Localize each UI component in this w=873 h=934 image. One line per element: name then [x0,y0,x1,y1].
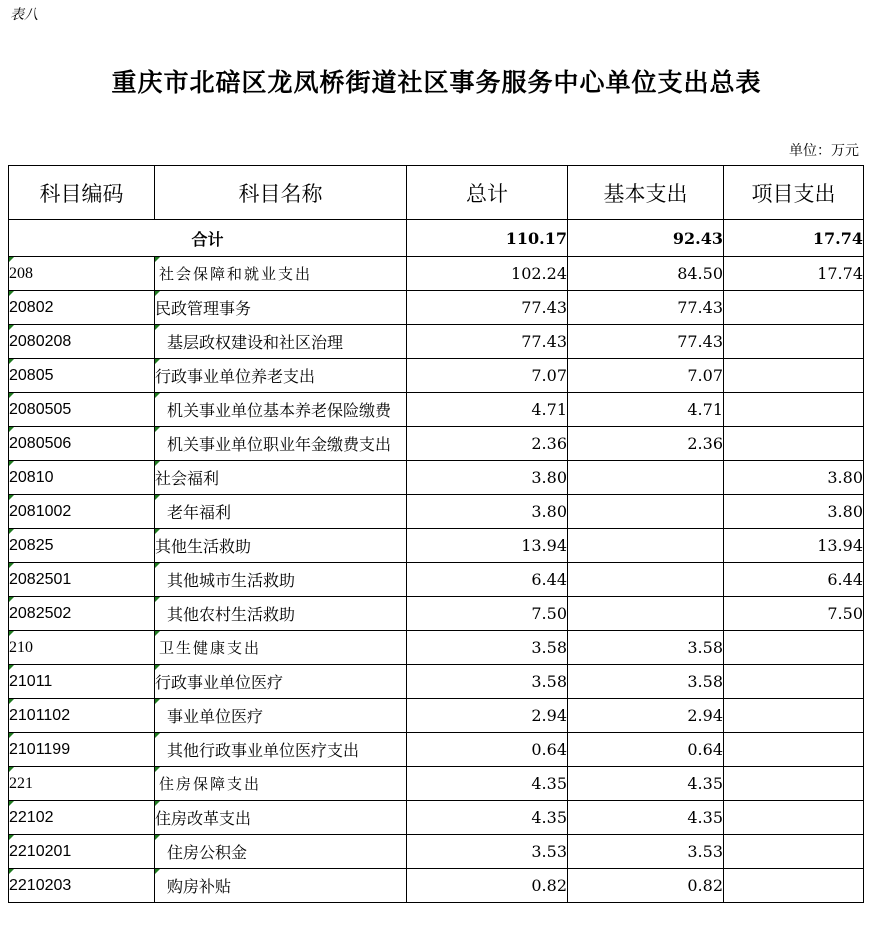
row-name [155,393,407,427]
row-name-text: 住房保障支出 [159,777,262,793]
total-sum: 110.17 [407,220,568,257]
cell-marker-icon [9,767,14,772]
row-total [407,291,568,325]
row-code-text: 20805 [9,366,54,384]
row-code [9,699,155,733]
row-basic [568,563,724,597]
cell-marker-icon [155,699,160,704]
row-code [9,665,155,699]
cell-marker-icon [9,495,14,500]
row-total-text: 2.36 [531,434,567,453]
total-basic: 92.43 [568,220,724,257]
row-basic-text: 84.50 [677,264,723,283]
row-basic [568,359,724,393]
cell-marker-icon [9,461,14,466]
table-row [9,393,864,427]
row-code-text: 2080506 [9,434,72,452]
row-project [724,767,864,801]
row-project-text: 3.80 [827,502,863,521]
row-basic-text: 77.43 [677,298,723,317]
row-total-text: 2.94 [531,706,567,725]
row-code-text: 221 [9,774,33,792]
row-name-text: 民政管理事务 [155,299,252,318]
row-code [9,801,155,835]
row-name [155,495,407,529]
row-total [407,359,568,393]
table-row [9,359,864,393]
cell-marker-icon [9,665,14,670]
row-total [407,801,568,835]
row-basic [568,461,724,495]
row-project [724,359,864,393]
row-code-text: 2080505 [9,400,72,418]
row-code-text: 2101102 [9,706,71,724]
table-row [9,597,864,631]
row-code [9,325,155,359]
row-project [724,529,864,563]
row-basic [568,529,724,563]
row-code [9,495,155,529]
row-name-text: 行政事业单位医疗 [155,673,284,692]
cell-marker-icon [155,529,160,534]
row-basic-text: 2.36 [687,434,723,453]
row-project [724,563,864,597]
row-total-text: 0.64 [531,740,567,759]
row-name-text: 其他农村生活救助 [167,605,296,624]
row-name [155,325,407,359]
row-code [9,733,155,767]
row-name [155,563,407,597]
row-project [724,733,864,767]
cell-marker-icon [9,393,14,398]
row-name-text: 社会福利 [155,469,220,488]
row-project [724,257,864,291]
document-title: 重庆市北碚区龙凤桥街道社区事务服务中心单位支出总表 [111,68,762,97]
row-name-text: 其他生活救助 [155,537,252,556]
row-basic [568,597,724,631]
row-total [407,325,568,359]
table-row [9,665,864,699]
table-row [9,767,864,801]
cell-marker-icon [155,835,160,840]
row-total [407,529,568,563]
expenditure-table [8,165,864,903]
row-name [155,733,407,767]
row-name-text: 住房改革支出 [155,809,252,828]
row-code-text: 2210203 [9,876,72,894]
row-code-text: 20802 [9,298,54,316]
row-code-text: 22102 [9,808,54,826]
row-basic [568,699,724,733]
total-label: 合计 [9,220,407,257]
row-code-text: 208 [9,264,33,282]
table-row [9,699,864,733]
row-basic-text: 2.94 [687,706,723,725]
table-row [9,631,864,665]
total-row [9,220,864,257]
table-row [9,869,864,903]
cell-marker-icon [9,733,14,738]
row-total [407,495,568,529]
row-total-text: 3.53 [531,842,567,861]
row-project-text: 13.94 [817,536,863,555]
row-basic [568,291,724,325]
row-total [407,631,568,665]
row-name [155,597,407,631]
cell-marker-icon [9,699,14,704]
row-basic-text: 4.35 [687,808,723,827]
row-basic [568,801,724,835]
row-basic [568,733,724,767]
cell-marker-icon [9,563,14,568]
cell-marker-icon [155,427,160,432]
row-code-text: 2081002 [9,502,72,520]
row-project-text: 6.44 [827,570,863,589]
row-code [9,767,155,801]
header-project: 项目支出 [724,166,864,220]
header-name: 科目名称 [155,166,407,220]
row-code [9,563,155,597]
row-name [155,291,407,325]
row-name [155,461,407,495]
row-code-text: 2082501 [9,570,72,588]
row-project [724,699,864,733]
unit-label: 单位：万元 [789,143,859,159]
cell-marker-icon [155,733,160,738]
row-code [9,427,155,461]
cell-marker-icon [155,393,160,398]
cell-marker-icon [9,325,14,330]
table-number-label: 表八 [10,7,38,23]
cell-marker-icon [9,597,14,602]
cell-marker-icon [9,427,14,432]
row-code-text: 20810 [9,468,54,486]
row-total-text: 0.82 [531,876,567,895]
row-name-text: 行政事业单位养老支出 [155,367,316,386]
row-name [155,835,407,869]
row-basic-text: 77.43 [677,332,723,351]
table-row [9,257,864,291]
row-project-text: 7.50 [827,604,863,623]
row-total [407,733,568,767]
row-total [407,563,568,597]
row-total-text: 13.94 [521,536,567,555]
row-basic-text: 3.58 [687,638,723,657]
row-basic-text: 7.07 [687,366,723,385]
row-basic-text: 0.64 [687,740,723,759]
table-row [9,801,864,835]
row-name [155,631,407,665]
row-basic [568,325,724,359]
row-basic-text: 3.53 [687,842,723,861]
row-basic [568,835,724,869]
row-code [9,291,155,325]
row-project [724,869,864,903]
row-total-text: 3.80 [531,502,567,521]
row-basic [568,869,724,903]
header-basic: 基本支出 [568,166,724,220]
row-code-text: 21011 [9,672,53,690]
row-basic [568,631,724,665]
row-basic [568,495,724,529]
row-name [155,801,407,835]
table-row [9,427,864,461]
row-total [407,393,568,427]
row-name-text: 购房补贴 [167,877,232,896]
row-total-text: 102.24 [511,264,567,283]
row-code [9,631,155,665]
row-code-text: 2210201 [9,842,72,860]
row-basic-text: 0.82 [687,876,723,895]
table-row [9,325,864,359]
row-total-text: 7.50 [531,604,567,623]
row-basic-text: 3.58 [687,672,723,691]
row-code-text: 2101199 [9,740,71,758]
row-name-text: 事业单位医疗 [167,707,264,726]
row-project-text: 17.74 [817,264,863,283]
row-code [9,869,155,903]
table-row [9,461,864,495]
row-total [407,767,568,801]
row-project [724,631,864,665]
row-name-text: 机关事业单位职业年金缴费支出 [167,435,392,454]
row-total [407,597,568,631]
row-name [155,869,407,903]
row-project [724,597,864,631]
row-project [724,393,864,427]
row-basic [568,665,724,699]
row-name [155,257,407,291]
row-basic-text: 4.35 [687,774,723,793]
cell-marker-icon [155,291,160,296]
cell-marker-icon [9,291,14,296]
cell-marker-icon [155,461,160,466]
row-basic-text: 4.71 [687,400,723,419]
row-code [9,257,155,291]
cell-marker-icon [155,359,160,364]
row-total-text: 3.58 [531,638,567,657]
cell-marker-icon [155,665,160,670]
row-project [724,665,864,699]
row-name-text: 机关事业单位基本养老保险缴费 [167,401,392,420]
row-total [407,461,568,495]
row-total [407,869,568,903]
header-row [9,166,864,220]
table-row [9,835,864,869]
row-name-text: 其他城市生活救助 [167,571,296,590]
row-code [9,461,155,495]
row-total [407,257,568,291]
row-code [9,359,155,393]
row-basic [568,393,724,427]
cell-marker-icon [9,631,14,636]
table-row [9,529,864,563]
cell-marker-icon [155,257,160,262]
row-project [724,291,864,325]
row-name-text: 社会保障和就业支出 [159,267,313,283]
row-total-text: 7.07 [531,366,567,385]
table-row [9,495,864,529]
row-code [9,835,155,869]
row-code [9,393,155,427]
header-total: 总计 [407,166,568,220]
row-name [155,767,407,801]
row-total [407,699,568,733]
row-code-text: 210 [9,638,33,656]
row-total [407,665,568,699]
row-total-text: 6.44 [531,570,567,589]
row-total-text: 77.43 [521,298,567,317]
row-total [407,835,568,869]
table-row [9,291,864,325]
row-project [724,835,864,869]
cell-marker-icon [9,835,14,840]
row-code [9,529,155,563]
row-project [724,495,864,529]
row-project [724,427,864,461]
row-total-text: 4.35 [531,808,567,827]
row-total-text: 77.43 [521,332,567,351]
row-project [724,461,864,495]
row-total-text: 4.71 [531,400,567,419]
cell-marker-icon [155,597,160,602]
row-total-text: 3.80 [531,468,567,487]
cell-marker-icon [155,563,160,568]
row-name-text: 住房公积金 [167,843,248,862]
cell-marker-icon [155,869,160,874]
cell-marker-icon [155,767,160,772]
cell-marker-icon [9,801,14,806]
row-total [407,427,568,461]
cell-marker-icon [9,529,14,534]
row-basic [568,257,724,291]
table-row [9,563,864,597]
row-project [724,325,864,359]
cell-marker-icon [155,325,160,330]
header-code: 科目编码 [9,166,155,220]
cell-marker-icon [9,869,14,874]
row-total-text: 4.35 [531,774,567,793]
row-name [155,665,407,699]
row-project [724,801,864,835]
row-total-text: 3.58 [531,672,567,691]
row-code-text: 2080208 [9,332,72,350]
row-code [9,597,155,631]
table-row [9,733,864,767]
row-name [155,359,407,393]
cell-marker-icon [155,631,160,636]
row-name-text: 基层政权建设和社区治理 [167,333,344,352]
row-basic [568,427,724,461]
cell-marker-icon [155,495,160,500]
row-name-text: 其他行政事业单位医疗支出 [167,741,360,760]
row-basic [568,767,724,801]
total-project: 17.74 [724,220,864,257]
cell-marker-icon [155,801,160,806]
cell-marker-icon [9,257,14,262]
cell-marker-icon [9,359,14,364]
row-code-text: 20825 [9,536,54,554]
row-name-text: 卫生健康支出 [159,641,262,657]
row-name [155,699,407,733]
row-name [155,427,407,461]
row-name [155,529,407,563]
row-name-text: 老年福利 [167,503,232,522]
row-project-text: 3.80 [827,468,863,487]
row-code-text: 2082502 [9,604,72,622]
